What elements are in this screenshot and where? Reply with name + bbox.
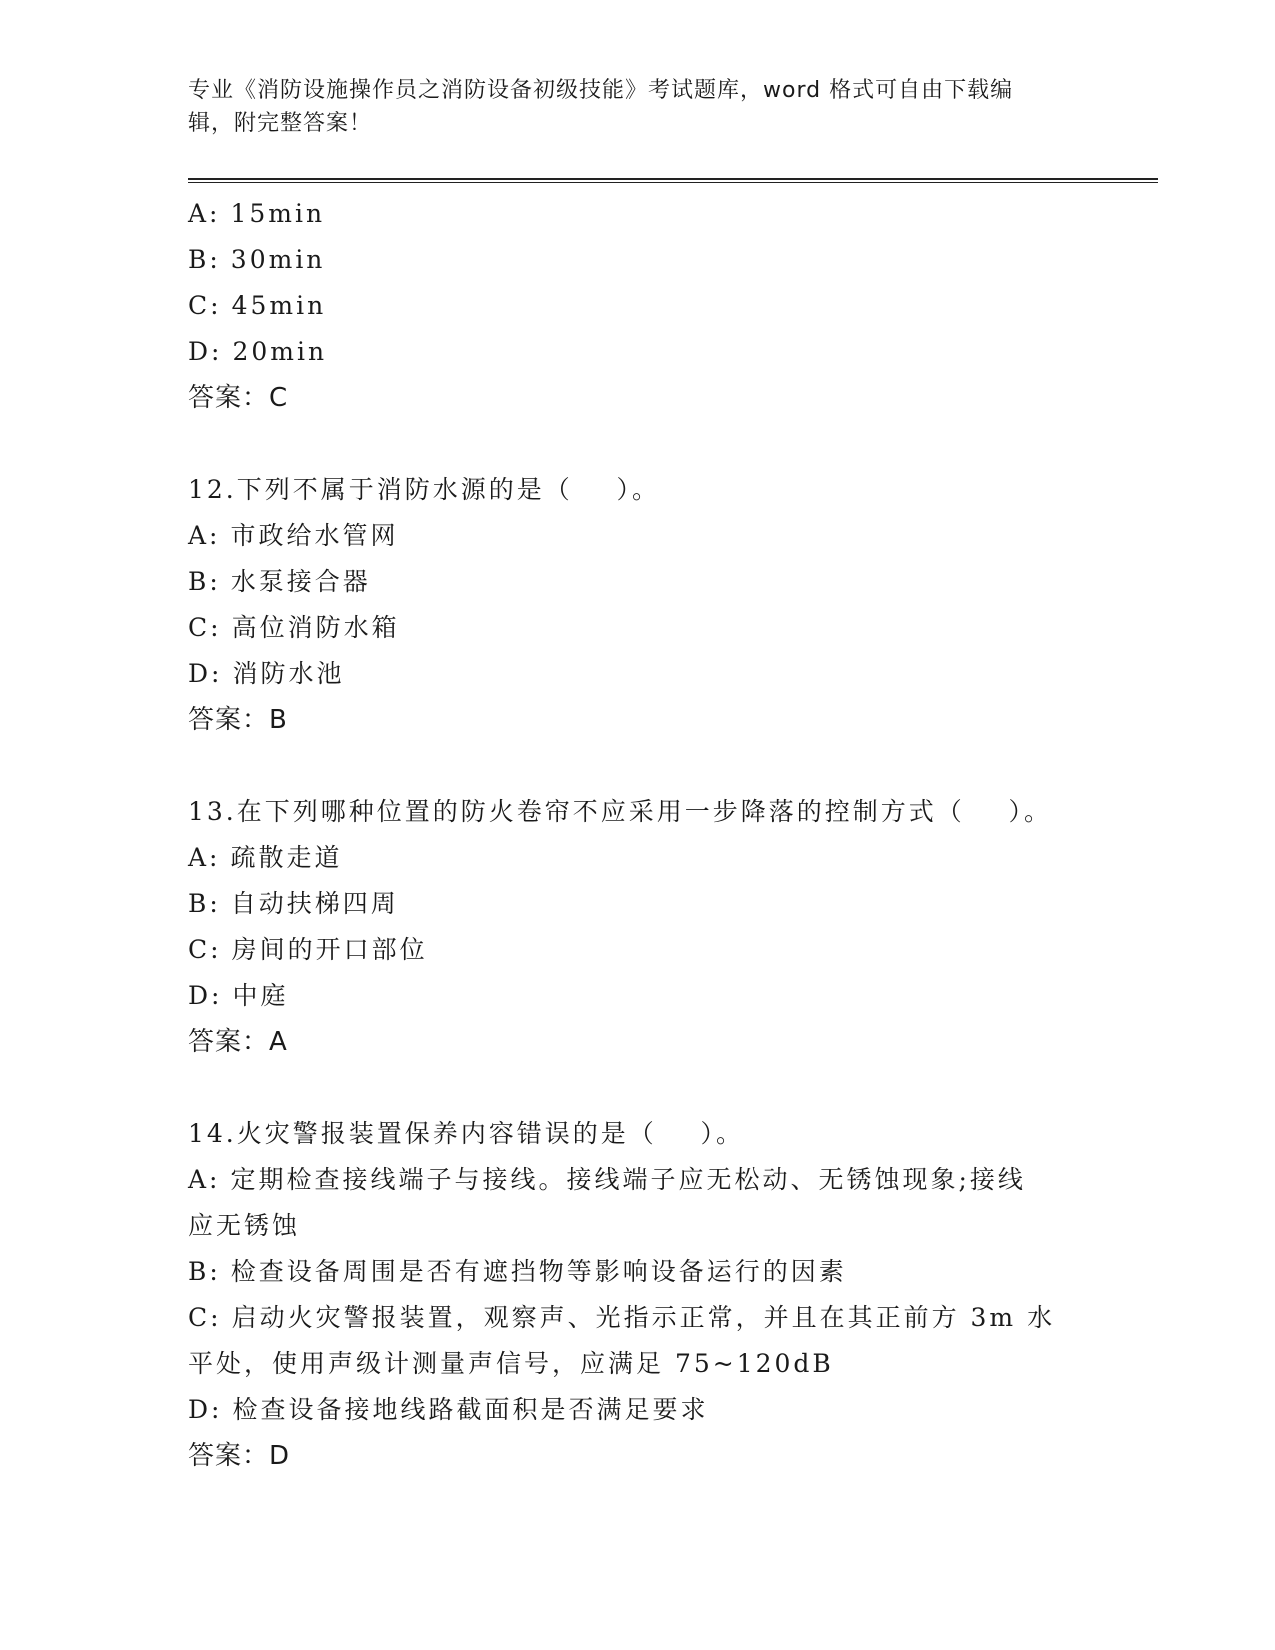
answer-line: 答案：D [188,1441,291,1471]
option-text: 检查设备接地线路截面积是否满足要求 [232,1395,709,1424]
question-13 [188,789,1068,1065]
option-b [188,881,1068,927]
option-text: 消防水池 [232,659,345,688]
option-label: C: [188,935,222,964]
option-d [188,329,1068,375]
option-label: B: [188,245,221,274]
option-c-continued: 平处，使用声级计测量声信号，应满足 75~120dB [188,1349,834,1378]
option-a [188,513,1068,559]
option-label: D: [188,659,223,688]
option-c [188,927,1068,973]
header-divider [188,178,1158,183]
option-label: D: [188,981,223,1010]
option-b [188,1249,1068,1295]
option-text: 水泵接合器 [230,567,371,596]
option-label: D: [188,1395,223,1424]
option-c [188,605,1068,651]
answer-line: 答案：A [188,1027,288,1057]
answer-line: 答案：C [188,383,289,413]
option-text: 疏散走道 [230,843,343,872]
option-text: 市政给水管网 [230,521,399,550]
question-text: 12.下列不属于消防水源的是（ ）。 [188,475,661,504]
question-14 [188,1111,1068,1479]
spacer [188,743,1068,789]
option-text: 20min [232,337,328,366]
spacer [188,421,1068,467]
option-b [188,559,1068,605]
question-11 [188,191,1068,421]
answer-line: 答案：B [188,705,288,735]
option-text: 房间的开口部位 [231,935,428,964]
header-line-1: 专业《消防设施操作员之消防设备初级技能》考试题库，word 格式可自由下载编 [188,78,1014,103]
option-label: C: [188,613,222,642]
option-c [188,1295,1068,1341]
header-line-2: 辑，附完整答案！ [188,111,373,136]
option-label: A: [188,843,221,872]
option-d [188,651,1068,697]
option-text: 检查设备周围是否有遮挡物等影响设备运行的因素 [230,1257,847,1286]
option-label: A: [188,1165,221,1194]
option-text: 启动火灾警报装置，观察声、光指示正常，并且在其正前方 3m 水 [231,1303,1056,1332]
option-text: 定期检查接线端子与接线。接线端子应无松动、无锈蚀现象;接线 [230,1165,1026,1194]
question-text: 13.在下列哪种位置的防火卷帘不应采用一步降落的控制方式（ ）。 [188,797,1053,826]
spacer [188,1065,1068,1111]
document-header [188,74,1068,140]
option-label: B: [188,889,221,918]
question-12 [188,467,1068,743]
option-label: C: [188,1303,222,1332]
option-a [188,191,1068,237]
option-text: 15min [230,199,326,228]
option-d [188,1387,1068,1433]
option-a-continued: 应无锈蚀 [188,1211,301,1240]
option-label: B: [188,1257,221,1286]
option-a [188,835,1068,881]
question-text: 14.火灾警报装置保养内容错误的是（ ）。 [188,1119,745,1148]
option-text: 高位消防水箱 [231,613,400,642]
option-c [188,283,1068,329]
option-a [188,1157,1068,1203]
option-label: B: [188,567,221,596]
option-text: 45min [231,291,327,320]
option-label: D: [188,337,223,366]
option-label: A: [188,199,221,228]
question-content [188,191,1068,1479]
option-text: 30min [230,245,326,274]
option-text: 自动扶梯四周 [230,889,399,918]
option-text: 中庭 [232,981,289,1010]
option-b [188,237,1068,283]
option-label: A: [188,521,221,550]
option-d [188,973,1068,1019]
option-label: C: [188,291,222,320]
